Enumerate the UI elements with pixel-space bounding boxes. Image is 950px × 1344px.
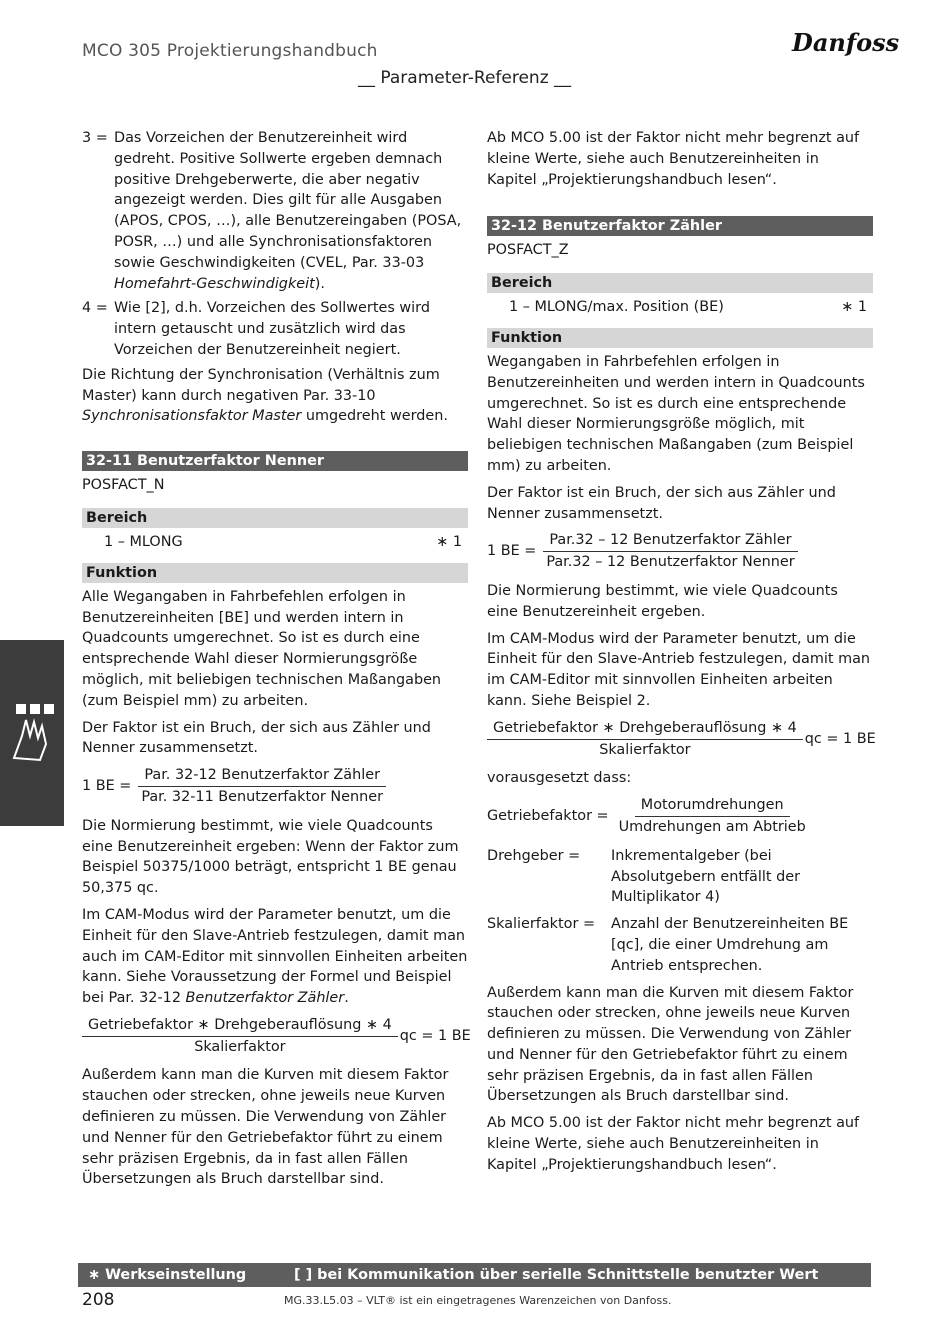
formula [487,795,873,838]
paragraph: Die Richtung der Synchronisation (Verhältnis zum Master) kann durch negativen Par. 33-10 Synchronisationsfaktor Master umgedreht werden. [82,366,448,425]
range-value: 1 – MLONG/max. Position (BE) [509,299,724,316]
denominator: Par.32 – 12 Benutzerfaktor Nenner [546,554,795,571]
range-default: ∗ 1 [436,533,462,550]
item-text: Wie [2], d.h. Vorzeichen des Sollwertes wird intern getauscht und zusätzlich wird das Vorzeichen der Benutzereinheit negiert. [114,300,430,358]
numerator: Getriebefaktor ∗ Drehgeberauflösung ∗ 4 [82,1015,398,1037]
formula-left: Getriebefaktor = [487,808,609,825]
section-label: Funktion [487,328,873,348]
page-header-title: MCO 305 Projektierungshandbuch [82,41,378,61]
range-value: 1 – MLONG [104,533,183,550]
formula-right: qc = 1 BE [804,730,876,747]
right-column [487,128,876,1182]
definition-term: Drehgeber = [487,847,581,864]
definition-value: Inkrementalgeber (bei Absolutgebern entfällt der Multiplikator 4) [611,847,800,906]
numerator: Getriebefaktor ∗ Drehgeberauflösung ∗ 4 [487,718,803,740]
svg-text:Danfoss: Danfoss [792,28,900,57]
formula [82,765,468,808]
page-header-subtitle: __ Parameter-Referenz __ [358,68,572,88]
item-number: 4 = [82,300,108,317]
paragraph: Ab MCO 5.00 ist der Faktor nicht mehr begrenzt auf kleine Werte, siehe auch Benutzereinheiten in Kapitel „Projektierungshandbuch lesen“. [487,1115,860,1173]
denominator: Skalierfaktor [599,741,691,758]
parameter-title: 32-12 Benutzerfaktor Zähler [487,216,873,236]
formula-left: 1 BE = [487,543,537,560]
denominator: Umdrehungen am Abtrieb [618,818,806,835]
paragraph: vorausgesetzt dass: [487,770,632,787]
parameter-code: POSFACT_N [82,477,165,494]
numerator: Par.32 – 12 Benutzerfaktor Zähler [543,530,797,552]
paragraph: Die Normierung bestimmt, wie viele Quadcounts eine Benutzereinheit ergeben: Wenn der Faktor zum Beispiel 50375/1000 beträgt, entspricht 1 BE genau 50,375 qc. [82,817,459,897]
paragraph: Alle Wegangaben in Fahrbefehlen erfolgen in Benutzereinheiten [BE] und werden intern in Quadcounts umgerechnet. So ist es durch eine entsprechende Wahl dieser Normierungsgröße möglich, mit beliebigen technischen Maßangaben (zum Beispiel mm) zu arbeiten. [82,588,442,709]
range-default: ∗ 1 [841,299,867,316]
section-label: Funktion [82,563,468,583]
numerator: Par. 32-12 Benutzerfaktor Zähler [138,765,386,787]
numerator: Motorumdrehungen [635,795,790,817]
fraction [82,1015,398,1058]
item-text: Das Vorzeichen der Benutzereinheit wird gedreht. Positive Sollwerte ergeben demnach positive Drehgeberwerte, die aber negativ angezeigt werden. Dies gilt für alle Ausgaben (APOS, CPOS, …), alle Benutzereingaben (POSA, POSR, …) und alle Synchronisationsfaktoren sowie Geschwindigkeiten (CVEL, Par. 33-03 Homefahrt-Geschwindigkeit). [114,130,462,292]
range-row [487,297,873,318]
denominator: Skalierfaktor [194,1038,286,1055]
range-row [82,532,468,553]
paragraph: Außerdem kann man die Kurven mit diesem Faktor stauchen oder strecken, ohne jeweils neue Kurven definieren zu müssen. Die Verwendung von Zähler und Nenner für den Getriebefaktor führt zu einem sehr präzisen Ergebnis, da in fast allen Fällen Übersetzungen als Bruch darstellbar sind. [82,1067,449,1188]
definition-row [487,914,873,976]
paragraph: Wegangaben in Fahrbefehlen erfolgen in Benutzereinheiten und werden intern in Quadcounts umgerechnet. So ist es durch eine entsprechende Wahl dieser Normierungsgröße möglich, mit beliebigen technischen Maßangaben (zum Beispiel mm) zu arbeiten. [487,353,865,474]
parameter-title: 32-11 Benutzerfaktor Nenner [82,451,468,471]
paragraph: Der Faktor ist ein Bruch, der sich aus Zähler und Nenner zusammensetzt. [487,484,836,522]
paragraph: Im CAM-Modus wird der Parameter benutzt, um die Einheit für den Slave-Antrieb festzulegen, damit man im CAM-Editor mit sinnvollen Einheiten arbeiten kann. Siehe Beispiel 2. [487,630,871,709]
paragraph: Im CAM-Modus wird der Parameter benutzt, um die Einheit für den Slave-Antrieb festzulegen, damit man auch im CAM-Editor mit sinnvollen Einheiten arbeiten kann. Siehe Voraussetzung der Formel und Beispiel bei Par. 32-12 Benutzerfaktor Zähler. [82,906,468,1007]
section-label: Bereich [487,273,873,293]
fraction [487,718,803,761]
fraction [135,765,389,808]
formula [487,530,873,573]
hand-pointer-icon [0,640,64,826]
paragraph: Der Faktor ist ein Bruch, der sich aus Zähler und Nenner zusammensetzt. [82,719,431,757]
legend-serial: [ ] bei Kommunikation über serielle Schnittstelle benutzter Wert [294,1267,819,1283]
list-item [82,298,468,360]
danfoss-logo [788,22,900,66]
parameter-code: POSFACT_Z [487,242,569,259]
definition-row [487,846,873,908]
formula-left: 1 BE = [82,778,132,795]
definition-term: Skalierfaktor = [487,916,596,933]
legend-default: ∗ Werkseinstellung [88,1267,247,1283]
side-chapter-tab [0,640,64,826]
danfoss-logo-graphic [788,22,900,62]
formula-right: qc = 1 BE [399,1027,471,1044]
paragraph: Außerdem kann man die Kurven mit diesem Faktor stauchen oder strecken, ohne jeweils neue Kurven definieren zu müssen. Die Verwendung von Zähler und Nenner für den Getriebefaktor führt zu einem sehr präzisen Ergebnis, da in fast allen Fällen Übersetzungen als Bruch darstellbar sind. [487,984,854,1105]
item-number: 3 = [82,130,108,146]
footer-note: MG.33.L5.03 – VLT® ist ein eingetragenes Warenzeichen von Danfoss. [284,1294,672,1307]
paragraph: Die Normierung bestimmt, wie viele Quadcounts eine Benutzereinheit ergeben. [487,582,838,620]
formula [82,1015,471,1058]
section-label: Bereich [82,508,468,528]
footer-legend [78,1263,871,1287]
paragraph: Ab MCO 5.00 ist der Faktor nicht mehr begrenzt auf kleine Werte, siehe auch Benutzereinheiten in Kapitel „Projektierungshandbuch lesen“. [487,130,860,188]
page-number: 208 [82,1290,115,1310]
fraction [613,795,812,838]
left-column [82,128,471,1196]
fraction [540,530,800,573]
list-item [82,128,468,294]
denominator: Par. 32-11 Benutzerfaktor Nenner [141,788,384,805]
formula [487,718,876,761]
definition-value: Anzahl der Benutzereinheiten BE [qc], die einer Umdrehung am Antrieb entsprechen. [611,916,849,974]
